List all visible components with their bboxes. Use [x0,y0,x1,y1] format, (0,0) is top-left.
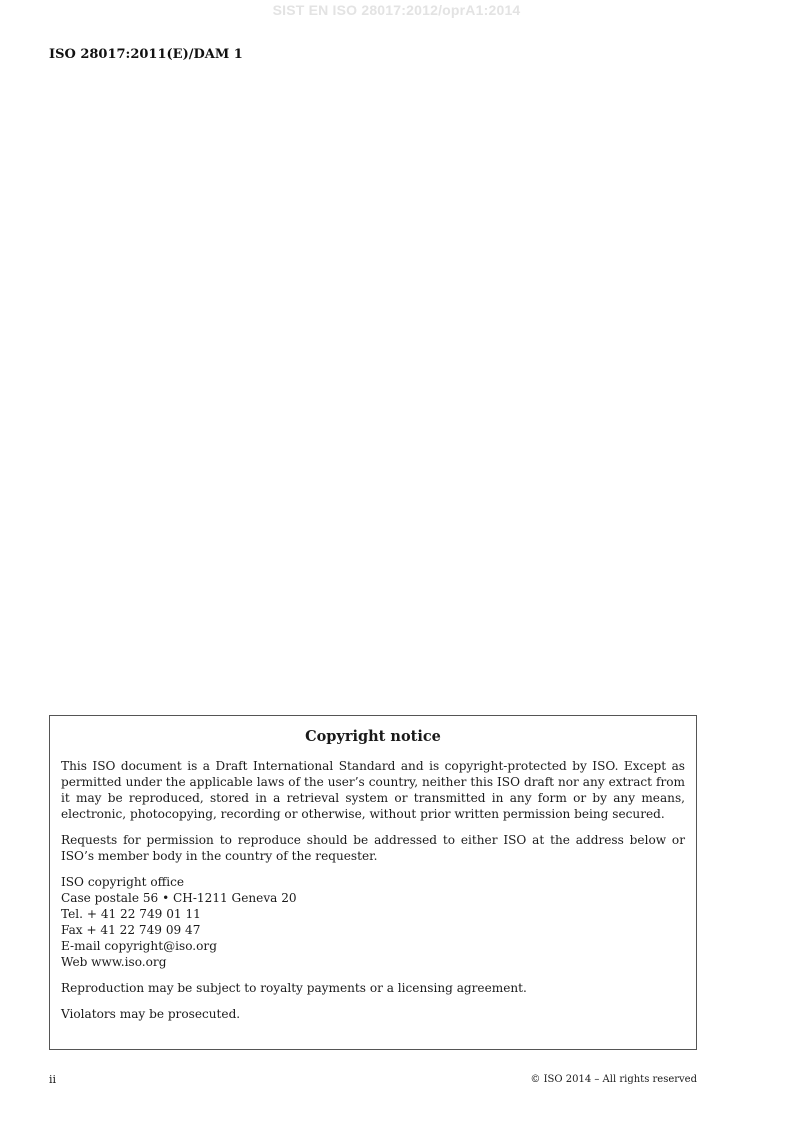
copyright-notice-title: Copyright notice [305,728,441,745]
address-block [61,874,685,970]
copyright-notice-box [49,715,697,1050]
copyright-paragraph-1: This ISO document is a Draft International Standard and is copyright-protected by ISO. Except as permitted under the applicable laws of the user’s country, neither this ISO draft nor any extract from it may be reproduced, stored in a retrieval system or transmitted in any form or by any means, electronic, photocopying, recording or otherwise, without prior written permission being secured. [61,759,685,821]
copyright-paragraph-2: Requests for permission to reproduce should be addressed to either ISO at the address below or ISO’s member body in the country of the requester. [61,833,685,863]
watermark: SIST EN ISO 28017:2012/oprA1:2014 [272,2,521,18]
address-office: ISO copyright office [61,875,185,889]
address-email: E-mail copyright@iso.org [61,939,217,953]
address-fax: Fax + 41 22 749 09 47 [61,923,201,937]
address-web: Web www.iso.org [61,955,167,969]
page-number: ii [49,1073,57,1086]
address-tel: Tel. + 41 22 749 01 11 [61,907,201,921]
copyright-paragraph-4: Violators may be prosecuted. [61,1007,241,1021]
document-reference: ISO 28017:2011(E)/DAM 1 [49,47,243,62]
footer-copyright: © ISO 2014 – All rights reserved [530,1074,697,1085]
copyright-paragraph-3: Reproduction may be subject to royalty payments or a licensing agreement. [61,981,527,995]
address-postal: Case postale 56 • CH-1211 Geneva 20 [61,891,297,905]
